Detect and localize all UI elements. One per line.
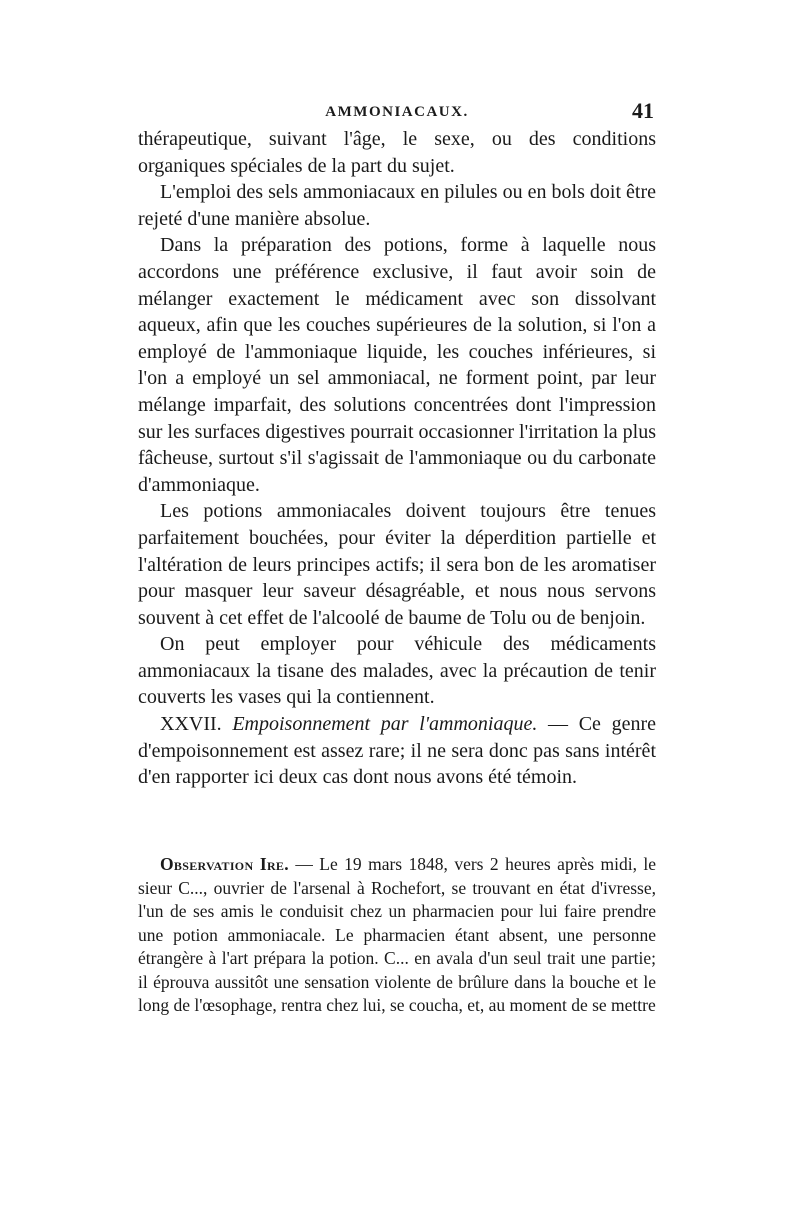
observation-numeral: Ire. xyxy=(259,854,289,874)
section-xxvii xyxy=(138,711,656,791)
paragraph-pills: L'emploi des sels ammoniacaux en pilules ou en bols doit être rejeté d'une manière absolue. xyxy=(138,181,656,230)
observation-dash: — xyxy=(295,854,313,874)
page-number: 41 xyxy=(632,98,654,123)
paragraph-vehicle: On peut employer pour véhicule des médicaments ammoniacaux la tisane des malades, avec la précaution de tenir couverts les vases qui la contiennent. xyxy=(138,633,656,709)
paragraph-potions-storage: Les potions ammoniacales doivent toujours être tenues parfaitement bouchées, pour éviter la déperdition partielle et l'altération de leurs principes actifs; il sera bon de les aromatiser pour masquer leur saveur désagréable, et nous nous servons souvent à cet effet de l'alcoolé de baume de Tolu ou de benjoin. xyxy=(138,500,656,629)
paragraph-potions-preparation: Dans la préparation des potions, forme à laquelle nous accordons une préférence exclusive, il faut avoir soin de mélanger exactement le médicament avec son dissolvant aqueux, afin que les couches supérieures de la solution, si l'on a employé de l'ammoniaque liquide, les couches inférieures, si l'on a employé un sel ammoniacal, ne forment point, par leur mélange imparfait, des solutions concentrées dont l'impression sur les surfaces digestives pourrait occasionner l'irritation la plus fâcheuse, surtout s'il s'agissait de l'ammoniaque ou du carbonate d'ammoniaque. xyxy=(138,234,656,496)
main-text xyxy=(138,126,656,791)
page-header xyxy=(138,98,656,128)
section-number: XXVII. xyxy=(160,713,222,736)
observation-label: Observation xyxy=(160,854,254,874)
paragraph-continuation: thérapeutique, suivant l'âge, le sexe, ou des conditions organiques spéciales de la part du sujet. xyxy=(138,128,656,177)
section-title: Empoisonnement par l'ammoniaque. xyxy=(232,713,538,736)
observation-paragraph xyxy=(138,853,656,1018)
observation-text: Le 19 mars 1848, vers 2 heures après midi, le sieur C..., ouvrier de l'arsenal à Rochefort, se trouvant en état d'ivresse, l'un de ses amis le conduisit chez un pharmacien pour lui faire prendre une potion ammoniacale. Le pharmacien étant absent, une personne étrangère à l'art prépara la potion. C... en avala d'un seul trait une partie; il éprouva aussitôt une sensation violente de brûlure dans la bouche et le long de l'œsophage, rentra chez lui, se coucha, et, au moment de se mettre xyxy=(138,854,657,1015)
observation-block xyxy=(138,853,656,1018)
section-text: Ce genre d'empoisonnement est assez rare; il ne sera donc pas sans intérêt d'en rapporter ici deux cas dont nous avons été témoin. xyxy=(138,713,657,789)
running-head: AMMONIACAUX. xyxy=(325,104,469,120)
section-dash: — xyxy=(548,713,569,736)
